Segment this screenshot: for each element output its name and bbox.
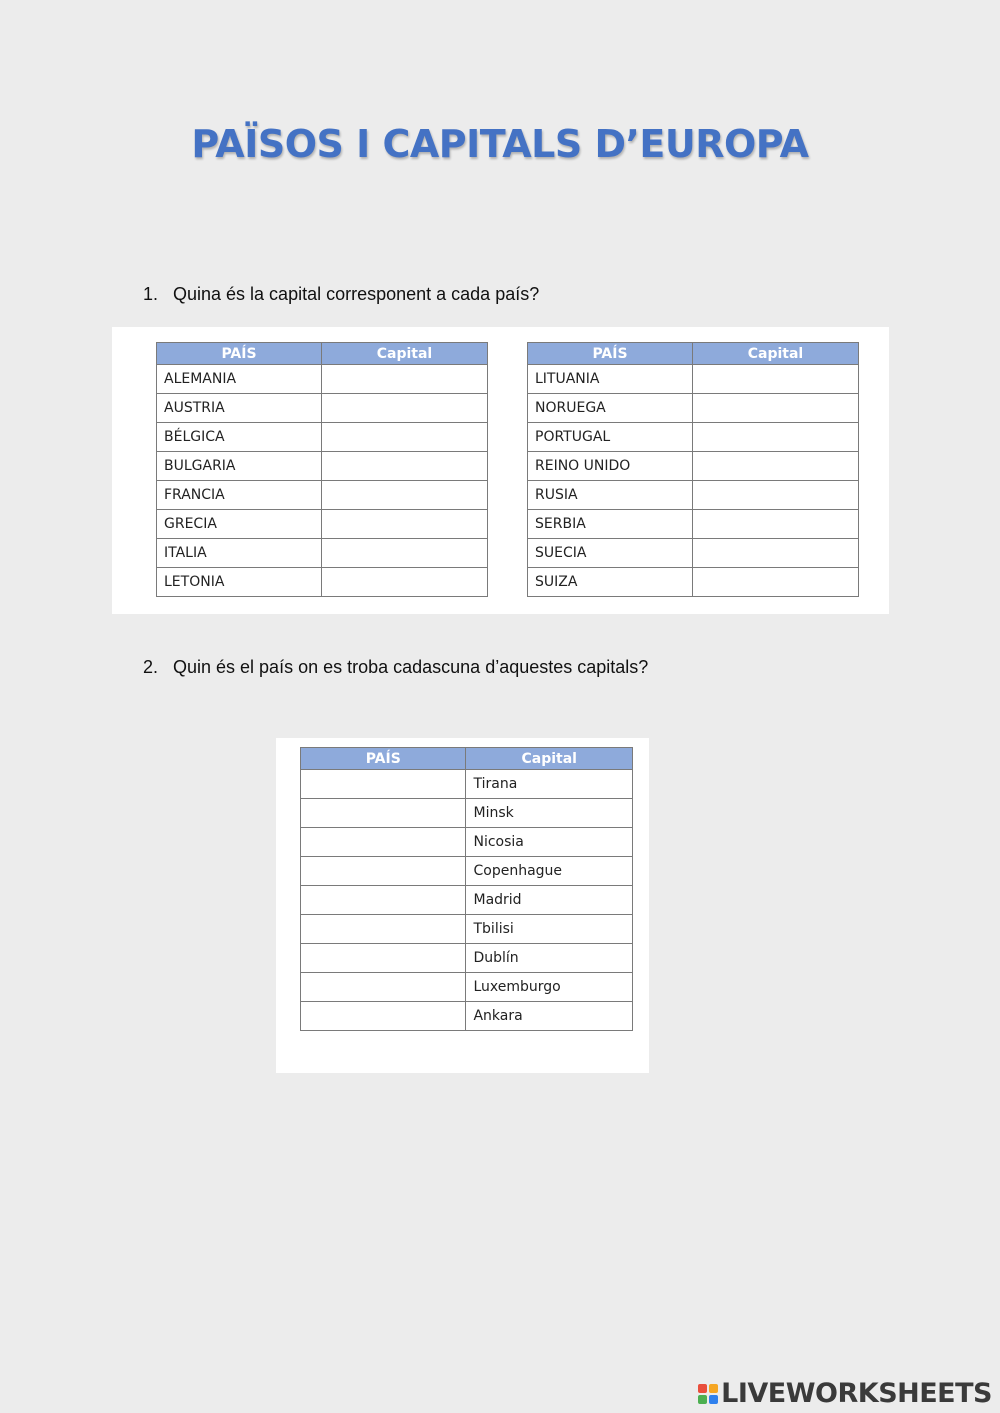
table-row — [528, 510, 859, 539]
table-row — [157, 394, 488, 423]
country-cell: NORUEGA — [528, 394, 693, 423]
country-cell: SUIZA — [528, 568, 693, 597]
header-capital: Capital — [322, 343, 488, 365]
question-1-text: Quina és la capital corresponent a cada país? — [173, 284, 540, 304]
country-answer-cell[interactable] — [301, 944, 466, 973]
capital-cell: Nicosia — [466, 828, 633, 857]
liveworksheets-logo-icon — [698, 1384, 718, 1404]
country-answer-cell[interactable] — [301, 973, 466, 1002]
capital-cell: Tirana — [466, 770, 633, 799]
capital-answer-cell[interactable] — [322, 394, 488, 423]
country-cell: PORTUGAL — [528, 423, 693, 452]
table-row — [301, 915, 633, 944]
country-cell: LITUANIA — [528, 365, 693, 394]
header-country: PAÍS — [157, 343, 322, 365]
question-1 — [143, 284, 539, 305]
logo-square — [709, 1395, 718, 1404]
question-2 — [143, 657, 648, 678]
table-row — [157, 365, 488, 394]
header-country: PAÍS — [301, 748, 466, 770]
capital-cell: Ankara — [466, 1002, 633, 1031]
capital-answer-cell[interactable] — [693, 452, 859, 481]
liveworksheets-brand — [698, 1378, 992, 1409]
table-row — [157, 452, 488, 481]
country-cell: ITALIA — [157, 539, 322, 568]
logo-square — [698, 1384, 707, 1393]
country-answer-cell[interactable] — [301, 886, 466, 915]
table-row — [301, 886, 633, 915]
capital-cell: Dublín — [466, 944, 633, 973]
table-row — [301, 828, 633, 857]
country-cell: FRANCIA — [157, 481, 322, 510]
table-row — [301, 973, 633, 1002]
capital-cell: Tbilisi — [466, 915, 633, 944]
capital-answer-cell[interactable] — [693, 394, 859, 423]
country-answer-cell[interactable] — [301, 915, 466, 944]
table-row — [301, 770, 633, 799]
table-row — [157, 510, 488, 539]
table-row — [301, 799, 633, 828]
capital-answer-cell[interactable] — [693, 568, 859, 597]
country-cell: BÉLGICA — [157, 423, 322, 452]
capital-cell: Copenhague — [466, 857, 633, 886]
capital-cell: Minsk — [466, 799, 633, 828]
country-cell: GRECIA — [157, 510, 322, 539]
capital-answer-cell[interactable] — [693, 510, 859, 539]
capital-answer-cell[interactable] — [693, 365, 859, 394]
country-cell: ALEMANIA — [157, 365, 322, 394]
table-row — [157, 481, 488, 510]
question-1-number: 1. — [143, 284, 159, 304]
table-row — [528, 452, 859, 481]
capital-cell: Madrid — [466, 886, 633, 915]
logo-square — [709, 1384, 718, 1393]
country-cell: AUSTRIA — [157, 394, 322, 423]
countries-table-right — [527, 342, 859, 597]
capital-answer-cell[interactable] — [693, 481, 859, 510]
country-answer-cell[interactable] — [301, 828, 466, 857]
table-row — [528, 365, 859, 394]
capital-answer-cell[interactable] — [322, 365, 488, 394]
table-row — [157, 568, 488, 597]
country-answer-cell[interactable] — [301, 1002, 466, 1031]
country-answer-cell[interactable] — [301, 857, 466, 886]
table-row — [301, 1002, 633, 1031]
capital-cell: Luxemburgo — [466, 973, 633, 1002]
capital-answer-cell[interactable] — [322, 568, 488, 597]
table-row — [528, 423, 859, 452]
question-2-number: 2. — [143, 657, 159, 677]
header-capital: Capital — [693, 343, 859, 365]
countries-table-left — [156, 342, 488, 597]
capital-answer-cell[interactable] — [322, 539, 488, 568]
capital-answer-cell[interactable] — [322, 481, 488, 510]
capital-answer-cell[interactable] — [322, 423, 488, 452]
country-answer-cell[interactable] — [301, 799, 466, 828]
country-cell: BULGARIA — [157, 452, 322, 481]
capitals-table — [300, 747, 633, 1031]
question-2-text: Quin és el país on es troba cadascuna d’aquestes capitals? — [173, 657, 649, 677]
country-cell: LETONIA — [157, 568, 322, 597]
table-row — [528, 568, 859, 597]
table-row — [528, 481, 859, 510]
country-cell: SUECIA — [528, 539, 693, 568]
table-row — [157, 423, 488, 452]
capital-answer-cell[interactable] — [693, 539, 859, 568]
table-row — [301, 944, 633, 973]
country-cell: REINO UNIDO — [528, 452, 693, 481]
capital-answer-cell[interactable] — [322, 510, 488, 539]
country-answer-cell[interactable] — [301, 770, 466, 799]
table-row — [528, 539, 859, 568]
brand-name: LIVEWORKSHEETS — [721, 1378, 992, 1409]
country-cell: SERBIA — [528, 510, 693, 539]
logo-square — [698, 1395, 707, 1404]
table-row — [301, 857, 633, 886]
page-title: PAÏSOS I CAPITALS D’EUROPA — [191, 122, 809, 166]
capital-answer-cell[interactable] — [693, 423, 859, 452]
header-capital: Capital — [466, 748, 633, 770]
header-country: PAÍS — [528, 343, 693, 365]
table-row — [157, 539, 488, 568]
table-row — [528, 394, 859, 423]
country-cell: RUSIA — [528, 481, 693, 510]
capital-answer-cell[interactable] — [322, 452, 488, 481]
